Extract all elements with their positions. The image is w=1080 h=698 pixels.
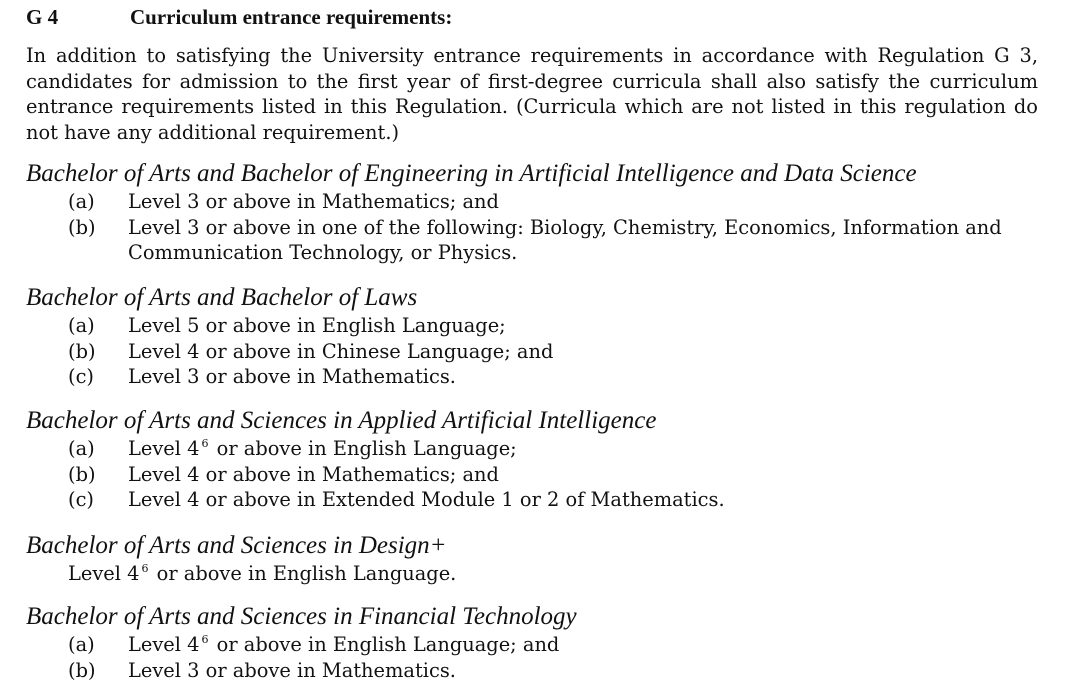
section-title: Bachelor of Arts and Sciences in Applied Artificial Intelligence — [26, 407, 657, 434]
item-marker: (a) — [68, 314, 95, 337]
item-marker: (b) — [68, 658, 96, 682]
item-marker: (a) — [68, 437, 95, 460]
requirement-item — [26, 339, 1056, 365]
item-marker: (c) — [68, 488, 94, 511]
requirement-item — [26, 189, 1056, 215]
item-text: Level 3 or above in Mathematics. — [128, 658, 456, 682]
section-bascs-applied-ai — [26, 406, 1056, 513]
item-text: Level 4 or above in Chinese Language; and — [128, 339, 554, 363]
item-marker: (b) — [68, 462, 96, 486]
item-text: Level 4 or above in Extended Module 1 or 2 of Mathematics. — [128, 488, 725, 511]
item-text-rest: or above in English Language; and — [210, 633, 560, 656]
item-text: Level 3 or above in one of the following: Biology, Chemistry, Economics, Information and Communication Technology, or Physics. — [128, 215, 1002, 264]
requirement-list — [26, 313, 1056, 390]
section-bascs-design — [26, 531, 1056, 587]
section-title: Bachelor of Arts and Sciences in Financial Technology — [26, 603, 577, 630]
item-marker: (a) — [68, 190, 95, 213]
section-title: Bachelor of Arts and Bachelor of Laws — [26, 284, 418, 311]
requirement-single — [26, 561, 1056, 587]
section-title: Bachelor of Arts and Sciences in Design+ — [26, 532, 447, 559]
item-text-lead: Level 4 — [128, 633, 200, 656]
footnote-ref: 6 — [201, 633, 209, 646]
section-ba-llb — [26, 283, 1056, 390]
requirement-item — [26, 436, 1056, 462]
requirement-item — [26, 487, 1056, 513]
requirement-item — [26, 313, 1056, 339]
footnote-ref: 6 — [141, 562, 149, 575]
item-text: Level 3 or above in Mathematics. — [128, 365, 456, 388]
item-text — [128, 632, 1036, 658]
regulation-title: Curriculum entrance requirements: — [130, 5, 453, 29]
requirement-list — [26, 189, 1056, 266]
item-text-lead: Level 4 — [68, 562, 140, 585]
item-text: Level 5 or above in English Language; — [128, 314, 506, 337]
item-text-lead: Level 4 — [128, 437, 200, 460]
requirement-item — [26, 632, 1056, 658]
section-bascs-fintech — [26, 602, 1056, 683]
requirement-item — [26, 364, 1056, 390]
requirement-item — [26, 215, 1056, 266]
item-text-rest: or above in English Language; — [210, 437, 517, 460]
item-text: Level 4 or above in Mathematics; and — [128, 462, 499, 486]
requirement-item — [26, 658, 1056, 684]
section-title: Bachelor of Arts and Bachelor of Engineering in Artificial Intelligence and Data Science — [26, 160, 917, 187]
item-text-rest: or above in English Language. — [150, 562, 457, 585]
item-text: Level 3 or above in Mathematics; and — [128, 190, 499, 213]
requirement-item — [26, 462, 1056, 488]
section-ba-beng-ai-data-science — [26, 159, 1056, 266]
intro-text: In addition to satisfying the University entrance requirements in accordance with Regulation G 3, candidates for admission to the first year of first-degree curricula shall also satisfy the curriculum entrance requirements listed in this Regulation. (Curricula which are not listed in this regulation do not have any additional requirement.) — [26, 44, 1038, 144]
item-marker: (c) — [68, 365, 94, 388]
item-text — [128, 436, 1036, 462]
regulation-heading — [26, 4, 452, 30]
requirement-list — [26, 632, 1056, 683]
footnote-ref: 6 — [201, 437, 209, 450]
requirement-list — [26, 436, 1056, 513]
item-marker: (a) — [68, 633, 95, 656]
regulation-number: G 4 — [26, 5, 59, 29]
intro-paragraph — [26, 43, 1038, 145]
item-marker: (b) — [68, 215, 96, 239]
item-marker: (b) — [68, 339, 96, 363]
